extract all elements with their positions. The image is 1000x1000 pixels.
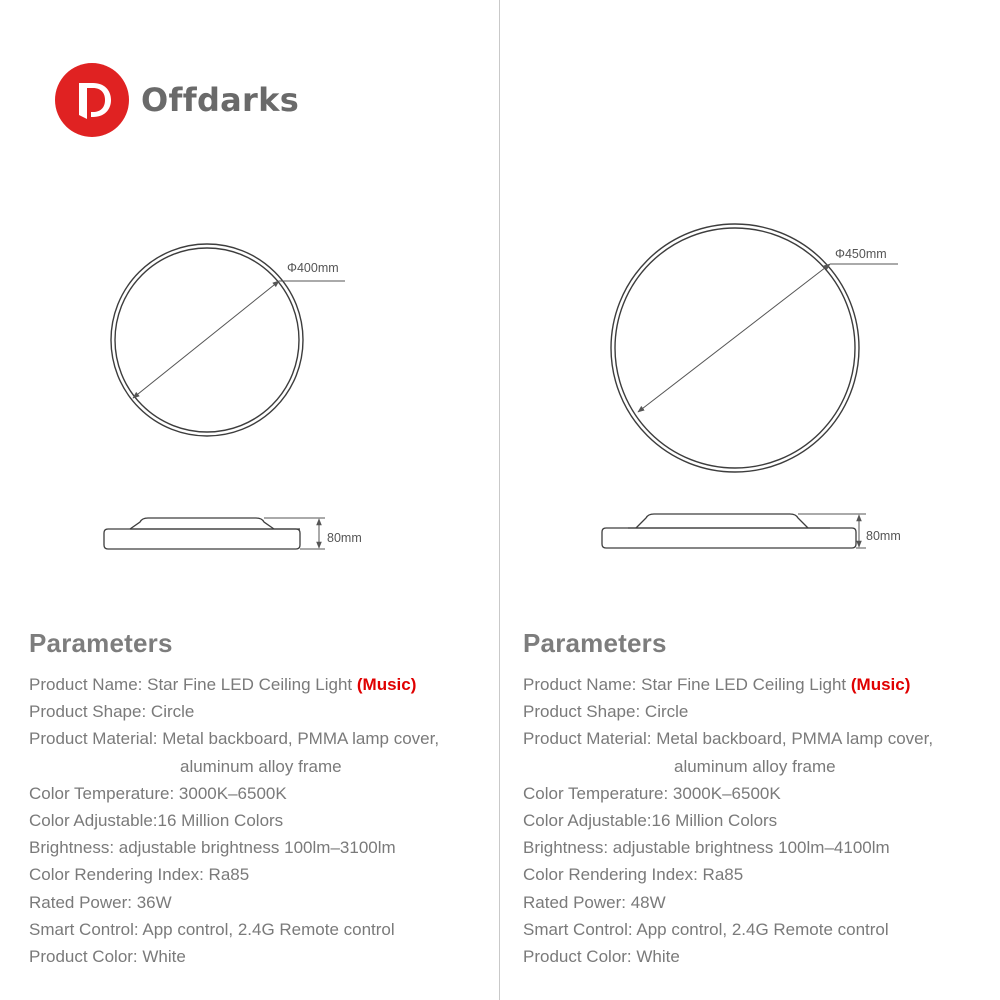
rated-power-row: Rated Power: 36W — [29, 892, 172, 912]
smart-control-row: Smart Control: App control, 2.4G Remote control — [523, 919, 889, 939]
product-material-row: Product Material: Metal backboard, PMMA lamp cover, — [29, 729, 440, 749]
color-temperature-row: Color Temperature: 3000K–6500K — [29, 783, 287, 803]
product-material-row-2: aluminum alloy frame — [180, 756, 342, 776]
parameters-heading: Parameters — [29, 628, 173, 658]
cri-row: Color Rendering Index: Ra85 — [29, 865, 250, 885]
height-label: 80mm — [327, 531, 362, 545]
side-view-400 — [104, 518, 362, 549]
color-adjustable-row: Color Adjustable:16 Million Colors — [29, 811, 284, 831]
product-color-row: Product Color: White — [29, 947, 186, 967]
product-shape-row: Product Shape: Circle — [29, 702, 195, 722]
product-name-row — [523, 671, 993, 698]
music-tag: (Music) — [356, 675, 417, 694]
top-view-400 — [111, 244, 345, 436]
product-name: Product Name: Star Fine LED Ceiling Light — [29, 675, 357, 694]
brightness-row: Brightness: adjustable brightness 100lm–3100lm — [29, 838, 396, 858]
color-adjustable-row: Color Adjustable:16 Million Colors — [523, 811, 778, 831]
diameter-label: Φ400mm — [287, 261, 339, 275]
smart-control-row: Smart Control: App control, 2.4G Remote control — [29, 919, 395, 939]
product-name-row — [29, 671, 499, 698]
product-shape-row: Product Shape: Circle — [523, 702, 689, 722]
product-material-row-2: aluminum alloy frame — [674, 756, 836, 776]
brightness-row: Brightness: adjustable brightness 100lm–4100lm — [523, 838, 890, 858]
height-label: 80mm — [866, 529, 901, 543]
parameters-panel-left — [29, 628, 499, 970]
parameters-heading: Parameters — [523, 628, 667, 658]
product-name: Product Name: Star Fine LED Ceiling Light — [523, 675, 851, 694]
top-view-450 — [611, 224, 898, 472]
color-temperature-row: Color Temperature: 3000K–6500K — [523, 783, 781, 803]
cri-row: Color Rendering Index: Ra85 — [523, 865, 744, 885]
parameters-panel-right — [523, 628, 993, 970]
music-tag: (Music) — [850, 675, 911, 694]
diameter-label: Φ450mm — [835, 247, 887, 261]
product-color-row: Product Color: White — [523, 947, 680, 967]
rated-power-row: Rated Power: 48W — [523, 892, 666, 912]
brand-name: Offdarks — [141, 81, 300, 119]
product-material-row: Product Material: Metal backboard, PMMA lamp cover, — [523, 729, 934, 749]
side-view-450 — [602, 514, 901, 548]
